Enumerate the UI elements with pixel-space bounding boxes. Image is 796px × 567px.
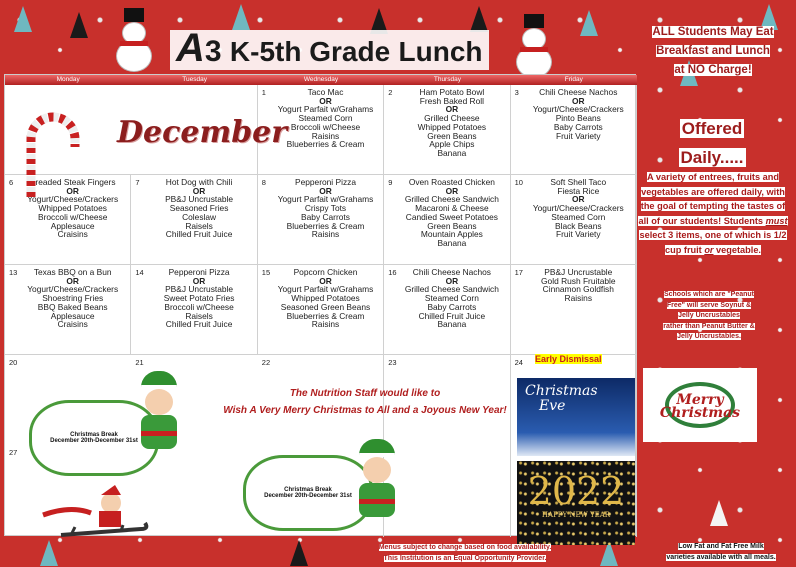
variety-or: or	[704, 244, 714, 255]
day-number: 20	[9, 358, 18, 367]
break-title: Christmas Break	[284, 487, 332, 493]
title-three: 3	[204, 35, 222, 68]
menu-item: Banana	[437, 319, 467, 330]
title-lunch: Lunch	[398, 36, 483, 67]
menu-item: Fruit Variety	[556, 229, 601, 240]
or-label: OR	[66, 275, 79, 286]
day-number: 2	[388, 88, 393, 97]
day-number: 10	[514, 178, 523, 187]
variety-must: must	[765, 215, 788, 226]
eve-word: Christmas	[525, 383, 598, 399]
menu-items	[523, 268, 634, 303]
day-number: 23	[388, 358, 397, 367]
footer-line: Menus subject to change based on food availability.	[378, 544, 552, 551]
menu-item: Soft Shell Taco	[550, 177, 607, 187]
calendar-cell	[384, 355, 510, 537]
offered-line: Daily.....	[680, 148, 744, 167]
free-line: ALL Students May Eat	[652, 26, 774, 38]
calendar-cell	[131, 265, 257, 355]
menu-item: Steamed Corn	[551, 211, 606, 222]
menu-item: Seasoned Green Beans	[280, 301, 371, 312]
day-number: 16	[388, 268, 397, 277]
new-year-text: HAPPY NEW YEAR	[541, 511, 611, 519]
menu-item: Breaded Steak Fingers	[29, 177, 116, 187]
christmas-eve-image	[517, 378, 635, 456]
menu-item: Chilled Fruit Juice	[418, 310, 486, 321]
menu-items	[396, 178, 507, 248]
month-word: December	[117, 115, 288, 150]
menu-items	[523, 178, 634, 239]
menu-item: Fresh Baked Roll	[419, 95, 484, 106]
menu-item: Yogurt/Cheese/Crackers	[532, 104, 624, 115]
holiday-greeting	[205, 385, 525, 419]
menu-item: Fruit Variety	[556, 130, 601, 141]
day-number: 27	[9, 448, 18, 457]
or-label: OR	[319, 275, 332, 286]
tree-icon	[580, 10, 598, 36]
menu-item: Blueberries & Cream	[286, 139, 365, 150]
milk-notice	[656, 542, 786, 563]
menu-items	[143, 268, 254, 329]
day-number: 6	[9, 178, 14, 187]
menu-items	[270, 268, 381, 329]
elf-icon	[133, 371, 183, 461]
peanut-line: Jelly Uncrustables	[678, 312, 740, 319]
day-label: Wednesday	[303, 76, 339, 83]
break-dates: December 20th-December 31st	[264, 493, 352, 499]
menu-item: Yogurt/Cheese/Crackers	[532, 203, 624, 214]
calendar-cell	[384, 85, 510, 175]
variety-text: select 3 items, one of which is 1/2 cup fruit	[639, 230, 787, 255]
menu-items	[396, 88, 507, 158]
menu-item: Texas BBQ on a Bun	[33, 267, 112, 277]
menu-item: Pepperoni Pizza	[294, 177, 356, 187]
milk-line: varieties available with all meals.	[666, 553, 776, 561]
menu-item: Black Beans	[555, 220, 602, 231]
or-label: OR	[66, 185, 79, 196]
menu-item: Chilled Fruit Juice	[165, 319, 233, 330]
menu-item: Yogurt/Cheese/Crackers	[27, 194, 119, 205]
offered-line: Offered	[681, 119, 743, 138]
calendar-cell	[511, 265, 637, 355]
menu-calendar	[4, 74, 636, 536]
menu-item: Popcorn Chicken	[293, 267, 358, 277]
menu-item: Whipped Potatoes	[291, 293, 360, 304]
greeting-line: The Nutrition Staff would like to	[289, 388, 441, 399]
or-label: OR	[572, 194, 585, 205]
menu-item: Raisels	[185, 220, 213, 231]
day-number: 24	[514, 358, 523, 367]
menu-item: Blueberries & Cream	[286, 310, 365, 321]
tree-icon	[290, 540, 308, 566]
menu-items	[270, 178, 381, 239]
title-a: A	[176, 26, 205, 70]
tree-icon	[470, 6, 488, 32]
day-number: 14	[135, 268, 144, 277]
menu-item: Gold Rush Fruitable	[541, 275, 616, 286]
menu-item: Applesauce	[50, 310, 95, 321]
day-label: Monday	[56, 76, 80, 83]
day-number: 15	[261, 268, 271, 277]
menu-items	[396, 268, 507, 329]
calendar-grid	[5, 85, 637, 537]
greeting-line: Wish A Very Merry Christmas to All and a Joyous New Year!	[223, 405, 507, 416]
title-grade: K-5th Grade	[229, 36, 391, 67]
calendar-cell	[258, 265, 384, 355]
tree-icon	[70, 12, 88, 38]
menu-items	[143, 178, 254, 239]
tree-icon	[14, 6, 32, 32]
menu-item: Banana	[437, 237, 467, 248]
calendar-cell	[511, 85, 637, 175]
menu-item: Yogurt Parfait w/Grahams	[277, 104, 374, 115]
break-dates: December 20th-December 31st	[50, 438, 138, 444]
menu-item: Crispy Tots	[304, 203, 347, 214]
menu-item: Macaroni & Cheese	[415, 203, 489, 214]
menu-item: Cinnamon Goldfish	[542, 284, 614, 295]
elf-icon	[351, 439, 401, 529]
menu-item: Banana	[437, 147, 467, 158]
snowman-icon	[112, 14, 156, 74]
tree-icon	[232, 4, 250, 30]
calendar-cell	[511, 175, 637, 265]
menu-items	[17, 268, 128, 329]
menu-item: Raisins	[311, 229, 340, 240]
menu-item: Whipped Potatoes	[417, 121, 487, 132]
menu-item: Applesauce	[50, 220, 95, 231]
menu-item: Candied Sweet Potatoes	[405, 211, 498, 222]
break-title: Christmas Break	[70, 432, 118, 438]
candy-cane-icon	[19, 109, 89, 199]
menu-item: Sweet Potato Fries	[163, 293, 235, 304]
sled-icon	[41, 485, 151, 545]
or-label: OR	[445, 275, 459, 286]
menu-item: Baby Carrots	[301, 211, 350, 222]
variety-paragraph	[637, 170, 789, 257]
calendar-cell	[384, 175, 510, 265]
menu-item: Raisins	[564, 293, 593, 304]
menu-item: Yogurt/Cheese/Crackers	[27, 284, 119, 295]
menu-item: Baby Carrots	[427, 301, 477, 312]
menu-item: Pepperoni Pizza	[168, 267, 230, 277]
menu-item: Chili Cheese Nachos	[412, 267, 491, 277]
menu-item: Grilled Cheese Sandwich	[404, 194, 499, 205]
variety-text: A variety of entrees, fruits and vegetables are offered daily, with the goal of tempting the tastes of all of our students! Students	[638, 172, 786, 226]
menu-item: Broccoli w/Cheese	[290, 121, 361, 132]
menu-item: Oven Roasted Chicken	[408, 177, 495, 187]
day-label: Thursday	[433, 76, 461, 83]
new-year-year: 2022	[527, 469, 625, 513]
menu-item: Pinto Beans	[555, 113, 601, 124]
menu-items	[523, 88, 634, 140]
menu-item: Craisins	[57, 229, 88, 240]
menu-item: Baby Carrots	[553, 121, 603, 132]
menu-item: Craisins	[57, 319, 88, 330]
day-number: 21	[135, 358, 144, 367]
menu-item: Mountain Apples	[420, 229, 483, 240]
menu-item: Ham Potato Bowl	[419, 87, 485, 97]
menu-item: Coleslaw	[182, 211, 217, 222]
or-label: OR	[192, 275, 206, 286]
day-number: 8	[261, 178, 266, 187]
calendar-cell	[5, 265, 131, 355]
menu-item: Yogurt Parfait w/Grahams	[277, 284, 374, 295]
day-label: Tuesday	[182, 76, 207, 83]
menu-item: Raisels	[185, 310, 213, 321]
snowman-icon	[512, 20, 556, 80]
new-year-image	[517, 461, 635, 545]
menu-item: Broccoli w/Cheese	[38, 211, 108, 222]
or-label: OR	[572, 95, 585, 106]
day-number: 17	[514, 268, 523, 277]
free-meals-notice	[638, 22, 788, 79]
or-label: OR	[445, 104, 459, 115]
variety-text: vegetable.	[713, 244, 761, 255]
day-label: Friday	[564, 76, 583, 83]
menu-item: Grilled Cheese Sandwich	[404, 284, 499, 295]
tree-icon	[710, 500, 728, 526]
free-line: Breakfast and Lunch	[656, 45, 770, 57]
menu-item: Yogurt Parfait w/Grahams	[277, 194, 374, 205]
menu-item: Fiesta Rice	[557, 185, 600, 196]
menu-item: Green Beans	[427, 220, 477, 231]
calendar-cell	[131, 175, 257, 265]
menu-item: Raisins	[311, 319, 340, 330]
menu-item: Hot Dog with Chili	[165, 177, 233, 187]
early-dismissal: Early Dismissal	[535, 354, 602, 364]
menu-item: Seasoned Fries	[169, 203, 229, 214]
or-label: OR	[192, 185, 206, 196]
menu-item: Raisins	[311, 130, 340, 141]
menu-item: PB&J Uncrustable	[544, 267, 613, 277]
merry-christmas-image	[643, 368, 757, 442]
day-number: 1	[261, 88, 266, 97]
menu-item: PB&J Uncrustable	[165, 284, 234, 295]
free-line: at NO Charge!	[674, 64, 752, 76]
or-label: OR	[319, 185, 332, 196]
day-number: 9	[388, 178, 393, 187]
menu-item: Chilled Fruit Juice	[165, 229, 233, 240]
menu-item: Green Beans	[427, 130, 477, 141]
peanut-line: rather than Peanut Butter &	[663, 322, 755, 330]
peanut-line: Free" will serve Soynut &	[666, 301, 752, 309]
menu-item: Steamed Corn	[424, 293, 479, 304]
peanut-line: Jelly Uncrustables.	[677, 333, 741, 340]
milk-line: Low Fat and Fat Free Milk	[678, 543, 764, 550]
menu-item: Grilled Cheese	[424, 113, 480, 124]
day-number: 22	[261, 358, 271, 367]
peanut-free-notice	[650, 290, 768, 343]
day-number: 7	[135, 178, 140, 187]
menu-item: Steamed Corn	[298, 113, 353, 124]
menu-item: Shoestring Fries	[42, 293, 104, 304]
offered-daily-heading	[670, 114, 754, 172]
menu-item: PB&J Uncrustable	[165, 194, 234, 205]
day-number: 13	[9, 268, 18, 277]
calendar-cell	[384, 265, 510, 355]
menu-item: Apple Chips	[429, 139, 475, 150]
eve-word: Eve	[539, 398, 566, 414]
menu-item: Blueberries & Cream	[286, 220, 365, 231]
footer-notice	[360, 542, 570, 564]
page-title	[170, 26, 489, 70]
menu-item: BBQ Baked Beans	[37, 301, 108, 312]
calendar-cell	[258, 175, 384, 265]
menu-item: Chili Cheese Nachos	[539, 87, 618, 97]
menu-item: Whipped Potatoes	[38, 203, 107, 214]
merry-word: Christmas	[659, 405, 741, 421]
or-label: OR	[445, 185, 459, 196]
merry-word: Merry	[676, 392, 724, 408]
weekday-header	[5, 75, 637, 85]
peanut-line: Schools which are "Peanut	[663, 291, 755, 298]
or-label: OR	[319, 95, 332, 106]
menu-item: Taco Mac	[307, 87, 344, 97]
footer-line: This Institution is an Equal Opportunity Provider.	[383, 555, 547, 562]
menu-item: Broccoli w/Cheese	[164, 301, 234, 312]
day-number: 3	[514, 88, 519, 97]
